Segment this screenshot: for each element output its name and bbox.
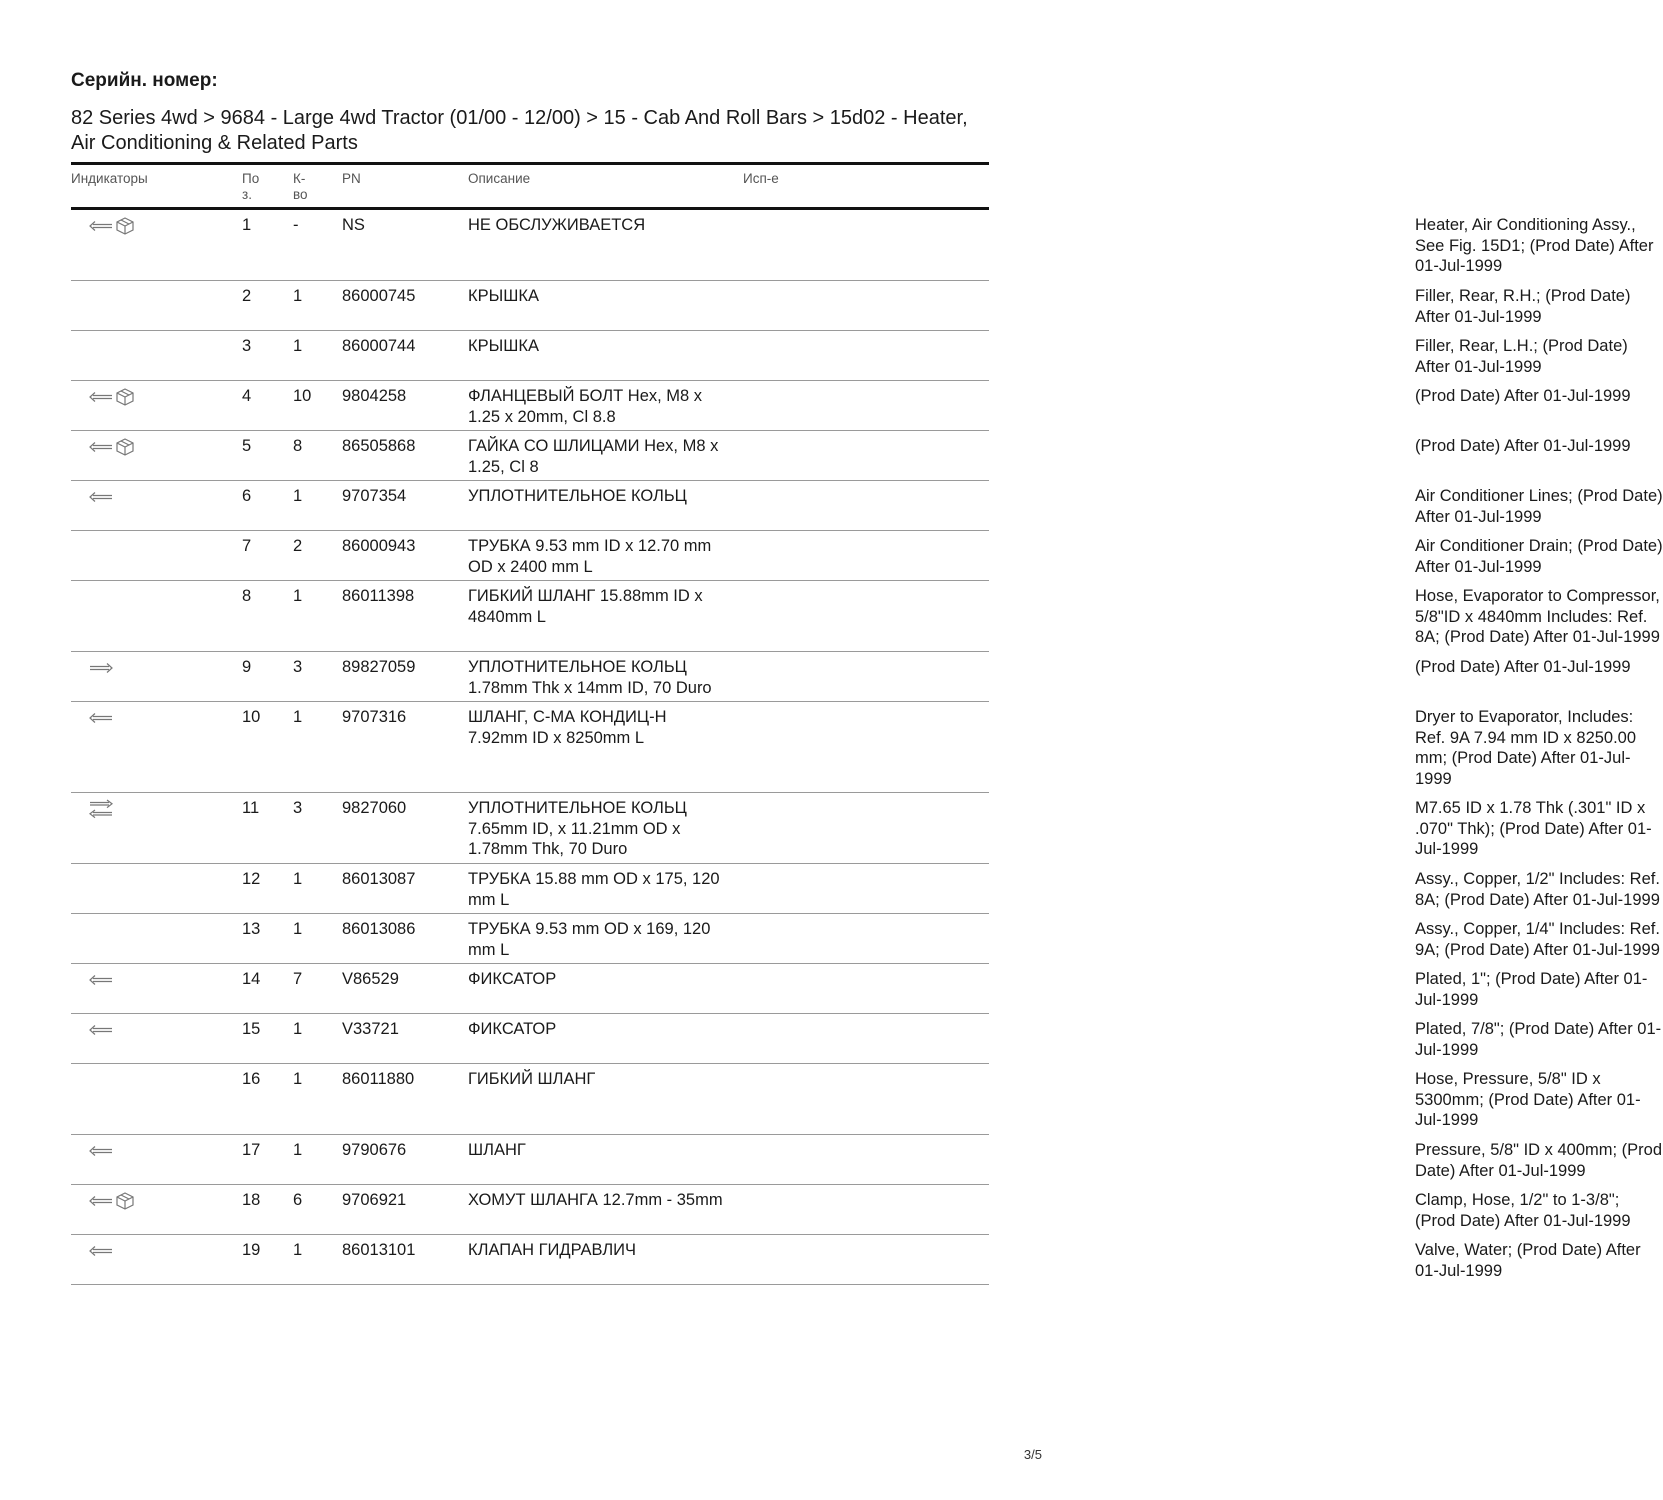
row-position: 4 <box>242 387 252 405</box>
package-icon <box>115 437 135 457</box>
arrow-left-icon <box>89 974 113 986</box>
row-quantity: 1 <box>293 487 303 505</box>
row-indicators <box>89 1069 239 1091</box>
arrow-right-icon <box>89 662 113 674</box>
table-row <box>71 281 1631 331</box>
row-indicators <box>89 586 239 608</box>
table-row <box>71 1235 1641 1285</box>
package-icon <box>115 216 135 236</box>
row-indicators <box>89 969 239 991</box>
col-header-quantity-line2: во <box>293 187 308 202</box>
arrow-left-icon <box>89 391 113 403</box>
arrow-left-icon <box>89 220 113 232</box>
row-position: 18 <box>242 1191 261 1209</box>
table-row <box>71 964 1648 1014</box>
row-description: ШЛАНГ <box>468 1141 526 1159</box>
row-indicators <box>89 336 239 358</box>
row-description: ШЛАНГ, С-МА КОНДИЦ-Н 7.92mm ID x 8250mm L <box>468 708 667 747</box>
table-row <box>71 381 1631 431</box>
row-usage: Filler, Rear, R.H.; (Prod Date) After 01-Jul-1999 <box>1415 287 1631 326</box>
row-indicators <box>89 1140 239 1162</box>
row-usage: Pressure, 5/8" ID x 400mm; (Prod Date) After 01-Jul-1999 <box>1415 1141 1663 1180</box>
row-indicators <box>89 919 239 941</box>
row-part-number: 86013086 <box>342 920 416 938</box>
table-row <box>71 1064 1641 1135</box>
row-indicators <box>89 486 239 508</box>
row-usage: Plated, 7/8"; (Prod Date) After 01-Jul-1999 <box>1415 1020 1662 1059</box>
row-quantity: 3 <box>293 799 303 817</box>
col-header-quantity-line1: К- <box>293 171 306 186</box>
row-description: ГИБКИЙ ШЛАНГ <box>468 1070 596 1088</box>
row-indicators <box>89 657 239 679</box>
row-description: ТРУБКА 15.88 mm OD x 175, 120 mm L <box>468 870 720 909</box>
table-row <box>71 793 1652 864</box>
row-quantity: 6 <box>293 1191 303 1209</box>
row-quantity: 7 <box>293 970 303 988</box>
row-description: ТРУБКА 9.53 mm ID x 12.70 mm OD x 2400 mm L <box>468 537 712 576</box>
row-position: 7 <box>242 537 252 555</box>
row-quantity: 1 <box>293 870 303 888</box>
table-row <box>71 1185 1631 1235</box>
row-position: 5 <box>242 437 252 455</box>
row-position: 10 <box>242 708 261 726</box>
parts-table <box>71 162 1663 1285</box>
table-row <box>71 331 1628 381</box>
row-usage: Valve, Water; (Prod Date) After 01-Jul-1999 <box>1415 1241 1641 1280</box>
row-usage: Plated, 1"; (Prod Date) After 01-Jul-1999 <box>1415 970 1648 1009</box>
table-row <box>71 531 1663 581</box>
row-position: 2 <box>242 287 252 305</box>
row-quantity: 2 <box>293 537 303 555</box>
table-body <box>71 210 1663 1285</box>
row-indicators <box>89 286 239 308</box>
row-part-number: 9804258 <box>342 387 407 405</box>
row-usage: (Prod Date) After 01-Jul-1999 <box>1415 387 1631 405</box>
row-position: 6 <box>242 487 252 505</box>
row-description: НЕ ОБСЛУЖИВАЕТСЯ <box>468 216 646 234</box>
col-header-position-line2: з. <box>242 187 252 202</box>
row-position: 14 <box>242 970 261 988</box>
row-quantity: 3 <box>293 658 303 676</box>
row-quantity: 1 <box>293 287 303 305</box>
package-icon <box>115 1191 135 1211</box>
row-quantity: 1 <box>293 1141 303 1159</box>
row-usage: Dryer to Evaporator, Includes: Ref. 9A 7.94 mm ID x 8250.00 mm; (Prod Date) After 01-Jul-1999 <box>1415 708 1637 788</box>
table-row <box>71 481 1663 531</box>
row-position: 1 <box>242 216 252 234</box>
breadcrumb: 82 Series 4wd > 9684 - Large 4wd Tractor (01/00 - 12/00) > 15 - Cab And Roll Bars > 15d02 - Heater, Air Conditioning & Related Parts <box>71 107 968 154</box>
row-usage: Assy., Copper, 1/2" Includes: Ref. 8A; (Prod Date) After 01-Jul-1999 <box>1415 870 1660 909</box>
arrow-exchange-icon <box>89 799 113 819</box>
row-description: ГИБКИЙ ШЛАНГ 15.88mm ID x 4840mm L <box>468 587 703 626</box>
row-quantity: 1 <box>293 1020 303 1038</box>
row-usage: Hose, Evaporator to Compressor, 5/8"ID x 4840mm Includes: Ref. 8A; (Prod Date) After 01-Jul-1999 <box>1415 587 1660 646</box>
row-position: 3 <box>242 337 252 355</box>
package-icon <box>115 387 135 407</box>
row-part-number: 9790676 <box>342 1141 407 1159</box>
col-header-quantity <box>293 171 308 203</box>
table-row <box>71 210 1654 281</box>
row-indicators <box>89 798 239 820</box>
row-indicators <box>89 436 239 458</box>
row-usage: Hose, Pressure, 5/8" ID x 5300mm; (Prod Date) After 01-Jul-1999 <box>1415 1070 1641 1129</box>
row-part-number: NS <box>342 216 365 234</box>
row-usage: Air Conditioner Lines; (Prod Date) After 01-Jul-1999 <box>1415 487 1663 526</box>
row-usage: (Prod Date) After 01-Jul-1999 <box>1415 658 1631 676</box>
row-usage: (Prod Date) After 01-Jul-1999 <box>1415 437 1631 455</box>
table-row <box>71 1014 1662 1064</box>
row-quantity: 1 <box>293 1241 303 1259</box>
row-description: ФИКСАТОР <box>468 970 557 988</box>
row-quantity: 1 <box>293 1070 303 1088</box>
row-indicators <box>89 869 239 891</box>
row-description: ФИКСАТОР <box>468 1020 557 1038</box>
row-indicators <box>89 215 239 237</box>
row-quantity: 1 <box>293 337 303 355</box>
table-row <box>71 702 1637 793</box>
row-description: ГАЙКА СО ШЛИЦАМИ Hex, M8 x 1.25, Cl 8 <box>468 437 719 476</box>
row-part-number: 86000744 <box>342 337 416 355</box>
row-usage: M7.65 ID x 1.78 Thk (.301" ID x .070" Thk); (Prod Date) After 01-Jul-1999 <box>1415 799 1652 858</box>
row-position: 16 <box>242 1070 261 1088</box>
table-row <box>71 864 1660 914</box>
row-position: 19 <box>242 1241 261 1259</box>
row-position: 9 <box>242 658 252 676</box>
row-part-number: 89827059 <box>342 658 416 676</box>
row-quantity: 1 <box>293 920 303 938</box>
serial-number-label: Серийн. номер: <box>71 70 218 91</box>
table-header <box>71 162 989 210</box>
table-row <box>71 652 1631 702</box>
table-row <box>71 581 1660 652</box>
table-row <box>71 431 1631 481</box>
row-quantity: 8 <box>293 437 303 455</box>
row-part-number: 86013101 <box>342 1241 416 1259</box>
row-description: ФЛАНЦЕВЫЙ БОЛТ Hex, M8 x 1.25 x 20mm, Cl 8.8 <box>468 387 703 426</box>
arrow-left-icon <box>89 712 113 724</box>
row-position: 13 <box>242 920 261 938</box>
row-part-number: 86011398 <box>342 587 415 605</box>
row-part-number: 86013087 <box>342 870 416 888</box>
row-description: УПЛОТНИТЕЛЬНОЕ КОЛЬЦ 7.65mm ID, x 11.21mm OD x 1.78mm Thk, 70 Duro <box>468 799 687 858</box>
arrow-left-icon <box>89 441 113 453</box>
arrow-left-icon <box>89 1245 113 1257</box>
row-description: КРЫШКА <box>468 287 539 305</box>
row-description: КРЫШКА <box>468 337 539 355</box>
row-part-number: 86011880 <box>342 1070 415 1088</box>
row-quantity: 1 <box>293 708 303 726</box>
row-indicators <box>89 1190 239 1212</box>
row-indicators <box>89 386 239 408</box>
row-position: 17 <box>242 1141 261 1159</box>
row-position: 8 <box>242 587 252 605</box>
row-position: 15 <box>242 1020 261 1038</box>
row-quantity: - <box>293 216 299 234</box>
row-part-number: 86000745 <box>342 287 416 305</box>
row-indicators <box>89 1019 239 1041</box>
row-quantity: 10 <box>293 387 312 405</box>
row-usage: Filler, Rear, L.H.; (Prod Date) After 01-Jul-1999 <box>1415 337 1628 376</box>
row-description: УПЛОТНИТЕЛЬНОЕ КОЛЬЦ <box>468 487 687 505</box>
row-part-number: 9706921 <box>342 1191 407 1209</box>
arrow-left-icon <box>89 491 113 503</box>
row-usage: Clamp, Hose, 1/2" to 1-3/8"; (Prod Date) After 01-Jul-1999 <box>1415 1191 1631 1230</box>
table-row <box>71 1135 1663 1185</box>
col-header-position-line1: По <box>242 171 260 186</box>
arrow-left-icon <box>89 1024 113 1036</box>
arrow-left-icon <box>89 1195 113 1207</box>
row-part-number: 9707354 <box>342 487 407 505</box>
row-usage: Assy., Copper, 1/4" Includes: Ref. 9A; (Prod Date) After 01-Jul-1999 <box>1415 920 1660 959</box>
row-usage: Air Conditioner Drain; (Prod Date) After 01-Jul-1999 <box>1415 537 1663 576</box>
row-position: 12 <box>242 870 261 888</box>
page-number: 3/5 <box>1023 1447 1042 1462</box>
row-part-number: V86529 <box>342 970 399 988</box>
col-header-part-number: PN <box>342 171 361 186</box>
row-position: 11 <box>242 799 260 817</box>
row-description: КЛАПАН ГИДРАВЛИЧ <box>468 1241 637 1259</box>
row-indicators <box>89 1240 239 1262</box>
table-row <box>71 914 1660 964</box>
arrow-left-icon <box>89 1145 113 1157</box>
col-header-usage: Исп-е <box>743 171 779 186</box>
row-indicators <box>89 536 239 558</box>
row-quantity: 1 <box>293 587 303 605</box>
row-part-number: 86000943 <box>342 537 416 555</box>
row-description: ХОМУТ ШЛАНГА 12.7mm - 35mm <box>468 1191 723 1209</box>
row-part-number: 9707316 <box>342 708 407 726</box>
row-usage: Heater, Air Conditioning Assy., See Fig. 15D1; (Prod Date) After 01-Jul-1999 <box>1415 216 1654 275</box>
col-header-description: Описание <box>468 171 531 186</box>
row-description: УПЛОТНИТЕЛЬНОЕ КОЛЬЦ 1.78mm Thk x 14mm ID, 70 Duro <box>468 658 712 697</box>
row-description: ТРУБКА 9.53 mm OD x 169, 120 mm L <box>468 920 711 959</box>
col-header-indicators: Индикаторы <box>71 171 148 186</box>
row-part-number: 9827060 <box>342 799 407 817</box>
col-header-position <box>242 171 259 203</box>
row-part-number: V33721 <box>342 1020 399 1038</box>
row-indicators <box>89 707 239 729</box>
row-part-number: 86505868 <box>342 437 416 455</box>
